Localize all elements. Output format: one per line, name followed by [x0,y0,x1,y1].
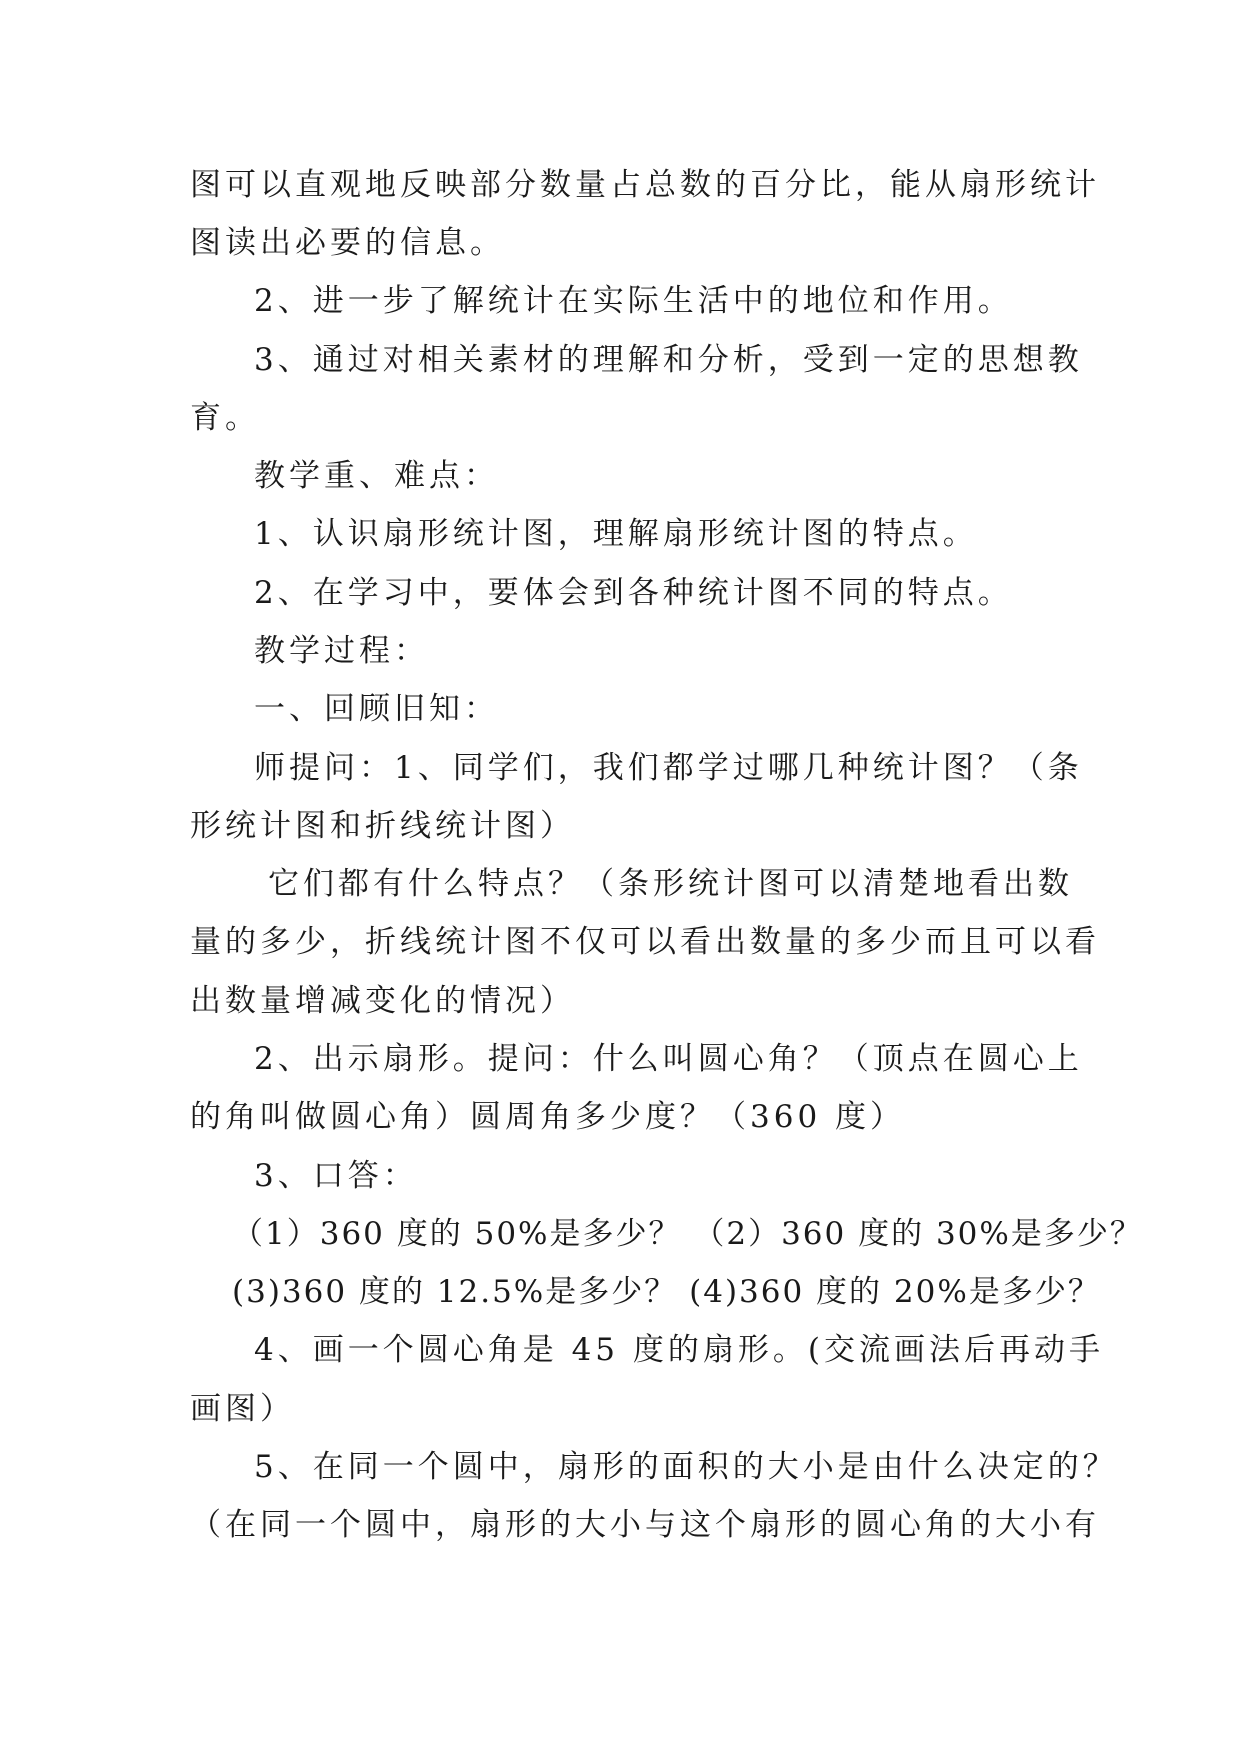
text-line: 2、出示扇形。提问：什么叫圆心角？（顶点在圆心上 [254,1041,1083,1077]
text-line: 图可以直观地反映部分数量占总数的百分比，能从扇形统计 [190,167,1100,203]
text-line: （1）360 度的 50%是多少？ （2）360 度的 30%是多少？ [232,1216,1143,1252]
text-line: 3、口答： [254,1158,418,1194]
text-line: 的角叫做圆心角）圆周角多少度？（360 度） [190,1099,906,1135]
section-heading: 教学过程： [254,633,429,669]
text-line: 图读出必要的信息。 [190,225,505,261]
text-line: (3)360 度的 12.5%是多少？ (4)360 度的 20%是多少？ [232,1274,1101,1310]
text-line: 5、在同一个圆中，扇形的面积的大小是由什么决定的？ [254,1449,1118,1485]
section-heading: 一、回顾旧知： [254,691,499,727]
text-line: 育。 [190,400,260,436]
text-line: 2、在学习中，要体会到各种统计图不同的特点。 [254,575,1013,611]
section-heading: 教学重、难点： [254,458,499,494]
text-line: 出数量增减变化的情况） [190,983,575,1019]
text-line: （在同一个圆中，扇形的大小与这个扇形的圆心角的大小有 [190,1507,1100,1543]
text-line: 师提问：1、同学们，我们都学过哪几种统计图？（条 [254,750,1083,786]
text-line: 3、通过对相关素材的理解和分析，受到一定的思想教 [254,342,1083,378]
text-line: 4、画一个圆心角是 45 度的扇形。(交流画法后再动手 [254,1332,1104,1368]
text-line: 1、认识扇形统计图，理解扇形统计图的特点。 [254,516,978,552]
text-line: 画图） [190,1391,295,1427]
text-line: 形统计图和折线统计图） [190,808,575,844]
text-line: 量的多少，折线统计图不仅可以看出数量的多少而且可以看 [190,924,1100,960]
text-line: 2、进一步了解统计在实际生活中的地位和作用。 [254,283,1013,319]
text-line: 它们都有什么特点？（条形统计图可以清楚地看出数 [268,866,1073,902]
